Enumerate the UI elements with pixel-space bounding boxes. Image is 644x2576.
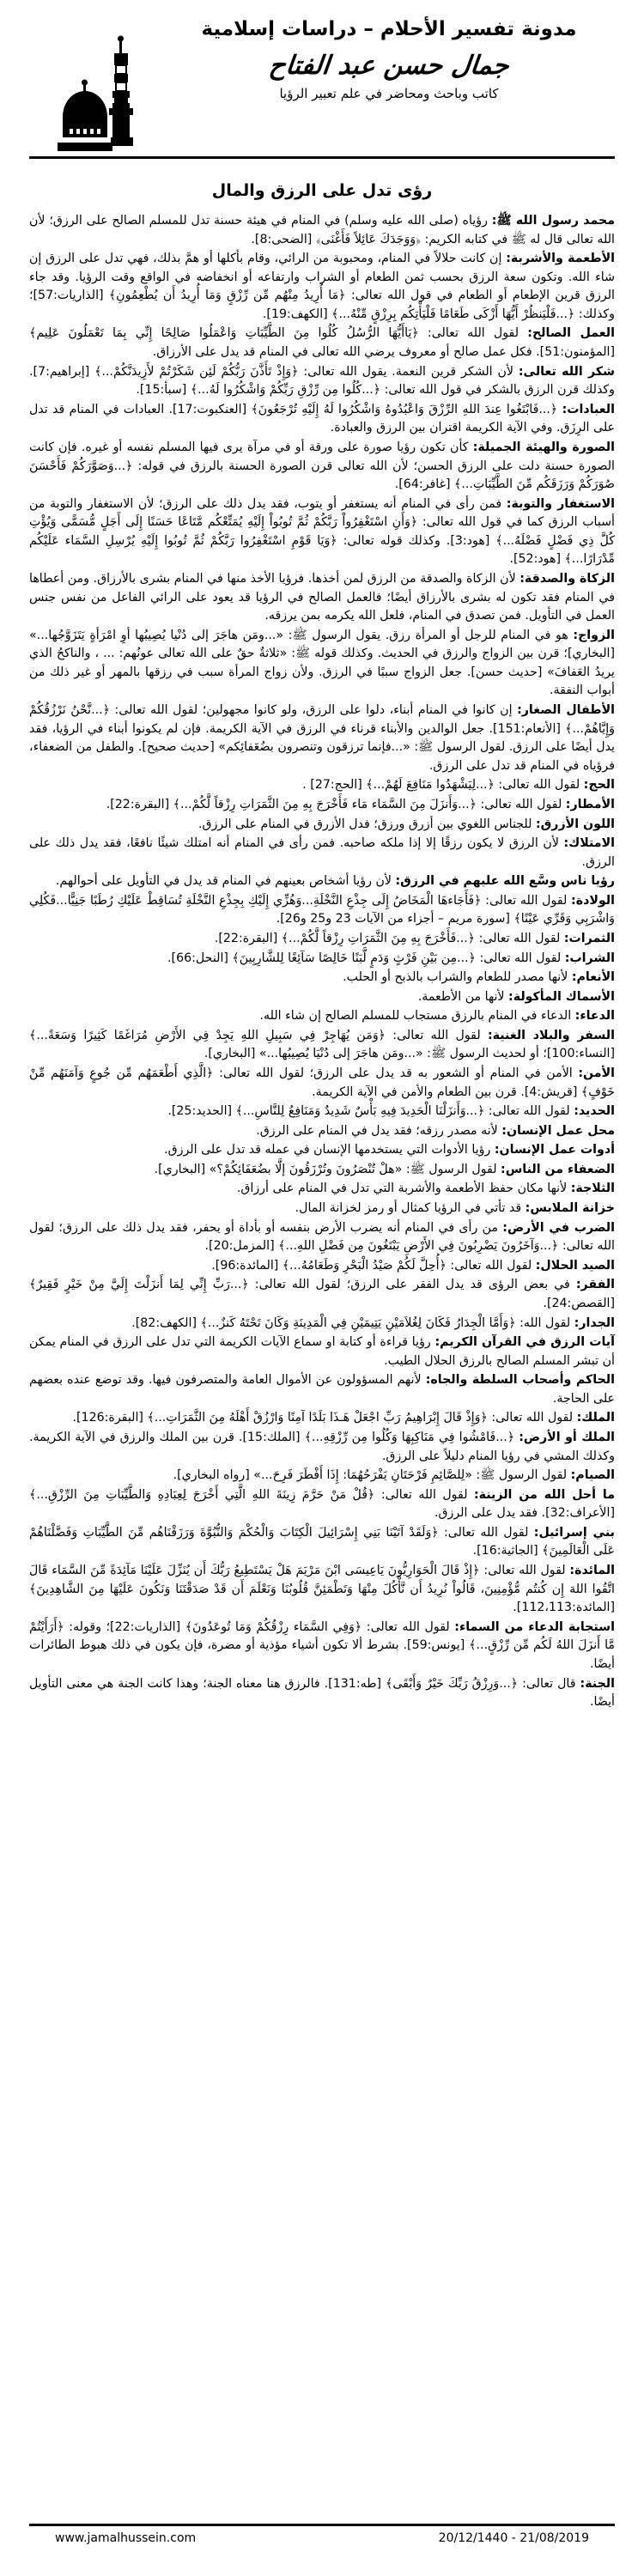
entry-text: لقول الله: ﴿وَأَمَّا الْجِدَارُ فَكَانَ لِغُلاَمَيْنِ يَتِيمَيْنِ فِي الْمَدِينَةِ وَكَانَ تَحْتَهُ كَنزٌ...﴾ [الكهف:82]. xyxy=(131,1315,574,1330)
dream-entry xyxy=(29,892,615,929)
dream-entry xyxy=(29,835,615,872)
entry-term: الزكاة والصدقة: xyxy=(519,571,615,586)
dream-entry xyxy=(29,1371,615,1408)
entry-term: الزواج: xyxy=(573,628,615,642)
entry-text: لقول الرسول ﷺ: «هلْ تُنْصَرُونَ وتُرْزَقُونَ إلَّا بضُعَفَائِكُمْ؟» [البخاري]. xyxy=(154,1162,501,1176)
dream-entry xyxy=(29,1619,615,1674)
entry-text: لقول الله تعالى: ﴿وَمَن يُهَاجِرْ فِي سَبِيلِ اللهِ يَجِدْ فِي الأَرْضِ مُرَاغَمًا كَثِيرًا وَسَعَةً...﴾ [النساء:100]؛ أو لحديث الرسول ﷺ: «...ومَن هاجَرَ إلى دُنْيَا يُصِيبُها...» [البخاري]. xyxy=(29,1028,615,1061)
dream-entry xyxy=(29,1103,615,1121)
footer-date: 20/12/1440 - 21/08/2019 xyxy=(438,2531,589,2545)
entry-text: لقول الله تعالى: ﴿وَفِي السَّمَاء رِزْقُكُمْ وَمَا تُوعَدُونَ﴾ [الذاريات:22]؛ وقوله: ﴿أَرَأَيْتُمْ مَّا أَنزَلَ اللهُ لَكُم مِّن رِّزْقٍ...﴾ [يونس:59]. بشرط ألا تكون أشياء مؤذية أو مضرة، فإن يكون في ذلك هبوط الطائرات أيضًا. xyxy=(29,1619,615,1671)
entry-term: الفقر: xyxy=(575,1278,615,1292)
entry-term: الولادة: xyxy=(571,893,615,908)
entry-term: السفر والبلاد الغنية: xyxy=(487,1028,615,1042)
entry-text: هو في المنام للرجل أو المرأة رزق. يقول الرسول ﷺ: «...ومَن هاجَرَ إلى دُنْيا يُصِيبُها أوِ امْرَأةٍ يَتَزَوَّجُها...» [البخاري]؛ قرن بين الزواج والرزق في الحديث. وكذلك قوله ﷺ: «ثلاثةٌ حقٌ على الله تعالى عونُهم: ... ، والناكحُ الذي يريدُ العَفافَ» [حديث حسن]. جعل الزواج سببًا في الرزق. ولأن زواج المرأة سبب في رزقها بالمهر أو غير ذلك من أبواب النفقة. xyxy=(29,628,615,698)
dream-entry xyxy=(29,816,615,835)
entry-term: الصورة والهيئة الجميلة: xyxy=(472,440,615,454)
entry-text: فمن رأى في المنام أنه يستغفر أو يتوب، فقد يدل ذلك على الرزق؛ لأن الاستغفار والتوبة من أسباب الرزق كما في قول الله تعالى: ﴿وَأَنِ اسْتَغْفِرُواْ رَبَّكُمْ ثُمَّ تُوبُواْ إِلَيْهِ يُمَتِّعْكُم مَّتَاعًا حَسَنًا إِلَى أَجَلٍ مُّسَمًّى وَيُؤْتِ كُلَّ ذِي فَضْلٍ فَضْلَهُ...﴾ [هود:3]. وكذلك قوله تعالى: ﴿وَيَا قَوْمِ اسْتَغْفِرُوا رَبَّكُمْ ثُمَّ تُوبُوا إِلَيْهِ يُرْسِلِ السَّمَاء عَلَيْكُم مِّدْرَارًا...﴾ [هود:52]. xyxy=(29,496,615,567)
dream-entry xyxy=(29,1180,615,1199)
entry-term: الصيام: xyxy=(570,1468,615,1483)
entry-term: الأسماك المأكولة: xyxy=(508,989,615,1004)
entry-text: قال تعالى: ﴿...وَرِزْقُ رَبِّكَ خَيْرٌ وَأَبْقَى﴾ [طه:131]. فالرزق هنا معناه الجنة؛ وهذا كانت الجنة هي معنى التأويل أيضًا. xyxy=(29,1676,615,1710)
dream-entry xyxy=(29,872,615,891)
entry-term: ما أحل الله من الزينة: xyxy=(473,1487,615,1502)
entry-text: لقول الله تعالى: ﴿وَإِذْ قَالَ إِبْرَاهِيمُ رَبِّ اجْعَلْ هَـذَا بَلَدًا آمِنًا وَارْزُقْ أَهْلَهُ مِنَ الثَّمَرَاتِ...﴾ [البقرة:126]. xyxy=(72,1411,577,1425)
entry-text: كأن تكون رؤيا صورة على ورقة أو في مرآة يرى فيها المسلم نفسه أو غيره. فإن كانت الصورة حسنة دلت على الرزق الحسن؛ لأن الله تعالى قرن الصورة الحسنة بالرزق في قوله: ﴿...وَصَوَّرَكُمْ فَأَحْسَنَ صُوَرَكُمْ وَرَزَقَكُم مِّنَ الطَّيِّبَاتِ...﴾ [غافر:64]. xyxy=(29,440,615,492)
page-footer xyxy=(29,2524,615,2545)
mosque-logo xyxy=(29,12,158,155)
entry-term: الأطفال الصغار: xyxy=(517,703,615,718)
dream-entry xyxy=(29,1027,615,1064)
dream-entry xyxy=(29,401,615,438)
entry-term: العمل الصالح: xyxy=(527,326,615,341)
entry-text: من رأى في المنام أنه يضرب الأرض بنفسه أو بأداة أو يحفر، فقد يدل ذلك على الرزق؛ لقول الله تعالى: ﴿...وَآخَرُونَ يَضْرِبُونَ فِي الأَرْضِ يَبْتَغُونَ مِن فَضْلِ اللهِ...﴾ [المزمل:20]. xyxy=(29,1220,615,1254)
dream-entry xyxy=(29,702,615,775)
entry-text: لأن الزكاة والصدقة من الرزق لمن أخذها. فرؤيا الأخذ منها في المنام بشرى بالأرزاق. ومن أعطاها في المنام فقد تكون له بشرى بالأرزاق أيضًا؛ فالعمل الصالح في الرؤيا قد يعود على الرائي الفاعل من نفس جنس العمل في التأويل. فمن تصدق في المنام، فلعل الله يكرمه بمن يرزقه. xyxy=(29,571,615,623)
dream-entry xyxy=(29,1409,615,1428)
entry-term: آيات الرزق في القرآن الكريم: xyxy=(434,1335,615,1350)
dream-entry xyxy=(29,570,615,626)
entry-term: شكر الله تعالى: xyxy=(518,364,615,379)
dream-entry xyxy=(29,212,615,249)
dream-entry xyxy=(29,1219,615,1256)
entry-term: الجنة: xyxy=(580,1676,615,1691)
entry-term: الثمرات: xyxy=(563,931,615,945)
dream-entry xyxy=(29,1315,615,1334)
author-subtitle: كاتب وباحث ومحاضر في علم تعبير الرؤيا xyxy=(279,85,499,101)
entry-text: في بعض الرؤى قد يدل الفقر على الرزق؛ لقول الله تعالى: ﴿...رَبِّ إِنِّي لِمَا أَنزَلْتَ إِلَيَّ مِنْ خَيْرٍ فَقِيرٌ﴾ [القصص:24]. xyxy=(29,1278,615,1310)
dream-entry xyxy=(29,1141,615,1160)
entry-text: لأنها مصدر للطعام والشراب بالذبح أو الحلب. xyxy=(343,970,572,985)
entry-text: لقول الله تعالى: ﴿...فَأَخْرَجَ بِهِ مِنَ الثَّمَرَاتِ رِزْقاً لَّكُمْ...﴾ [البقرة:22]. xyxy=(214,931,564,945)
entry-text: لأن الرزق لا يكون رزقًا إلا إذا ملكه صاحبه. فمن رأى في المنام أنه امتلك شيئًا نافعًا، فقد يدل ذلك على الرزق. xyxy=(29,836,615,869)
dream-entry xyxy=(29,627,615,701)
entry-term: الدعاء: xyxy=(574,1009,615,1024)
dream-entry xyxy=(29,930,615,949)
entry-text: لقول الله تعالى: ﴿وَلَقَدْ آتَيْنَا بَنِي إِسْرَائِيلَ الْكِتَابَ وَالْحُكْمَ وَالنُّبُوَّةَ وَرَزَقْنَاهُم مِّنَ الطَّيِّبَاتِ وَفَضَّلْنَاهُمْ عَلَى الْعَالَمِينَ﴾ [الجاثية:16]. xyxy=(29,1525,615,1558)
author-signature: جمال حسن عبد الفتاح xyxy=(267,50,511,81)
dream-entry xyxy=(29,1467,615,1485)
entry-term: الشراب: xyxy=(564,951,615,965)
dream-entry xyxy=(29,969,615,987)
entry-term: الثلاجة: xyxy=(570,1182,615,1196)
dream-entry xyxy=(29,250,615,324)
entry-text: لأن رؤيا أشخاص بعينهم في المنام قد يدل في التأويل على أحوالهم. xyxy=(55,874,396,889)
dream-entry xyxy=(29,1122,615,1141)
dream-entry xyxy=(29,1065,615,1102)
article-body xyxy=(29,212,615,1712)
dream-entry xyxy=(29,325,615,361)
entry-term: بني إسرائيل: xyxy=(533,1525,615,1540)
entry-text: لقول الله تعالى: ﴿...وَأَنزَلْنَا الْحَدِيدَ فِيهِ بَأْسٌ شَدِيدٌ وَمَنَافِعُ لِلنَّاسِ...﴾ [الحديد:25]. xyxy=(167,1104,574,1119)
entry-text: قد تأتي في الرؤيا كمثال أو رمز لخزانة المال. xyxy=(295,1201,526,1216)
site-masthead xyxy=(29,0,615,151)
dream-entry xyxy=(29,495,615,569)
dream-entry xyxy=(29,796,615,815)
entry-text: للجناس اللغوي بين أزرق ورزق؛ فدل الأزرق في المنام على الرزق. xyxy=(198,817,536,831)
entry-term: اللون الأزرق: xyxy=(535,817,615,831)
entry-term: الملك: xyxy=(576,1411,615,1425)
entry-term: الجدار: xyxy=(574,1315,615,1330)
dream-entry xyxy=(29,1524,615,1561)
entry-text: ﴿...فَامْشُوا فِي مَنَاكِبِهَا وَكُلُوا مِن رِّزْقِهِ...﴾ [الملك:15]. قرن بين الملك والرزق في الآية الكريمة. وكذلك المشي في رؤيا المنام دليلاً على الرزق. xyxy=(29,1431,615,1463)
dream-entry xyxy=(29,1429,615,1466)
entry-term: الضعفاء من الناس: xyxy=(501,1162,615,1176)
dream-entry xyxy=(29,1562,615,1618)
dream-entry xyxy=(29,1007,615,1026)
entry-text: لأنها مكان حفظ الأطعمة والأشربة التي تدل في المنام على أرزاق. xyxy=(236,1182,571,1196)
dream-entry xyxy=(29,439,615,495)
entry-text: لقول الله تعالى: ﴿يَاأَيُّهَا الرُّسُلُ كُلُوا مِنَ الطَّيِّبَاتِ وَاعْمَلُوا صَالِحًا إِنِّي بِمَا تَعْمَلُونَ عَلِيم﴾ [المؤمنون:51]. فكل عمل صالح أو معروف يرضي الله تعالى في المنام قد يدل على الأرزاق. xyxy=(29,326,615,360)
dream-entry xyxy=(29,1161,615,1180)
entry-text: إن كانت حلالاً في المنام، ومحبوبة من الرائي، وقام بأكلها أو همَّ بذلك، فهي تدل على الرزق إن شاء الله. وتكون سعة الرزق بحسب ثمن الطعام أو الشراب وارتفاعه أو انخفاضه في الواقع وقت الرؤيا. وقد جاء الرزق قرين الإطعام أو الطعام في قول الله تعالى: ﴿مَا أُرِيدُ مِنْهُم مِّن رِّزْقٍ وَمَا أُرِيدُ أَن يُطْعِمُونِ﴾ [الذاريات:57]؛ وكذلك: ﴿...فَلْيَنظُرْ أَيُّهَا أَزْكَى طَعَامًا فَلْيَأْتِكُم بِرِزْقٍ مِّنْهُ...﴾ [الكهف:19]. xyxy=(29,252,615,321)
entry-text: لقول الله تعالى: ﴿...لِيَشْهَدُوا مَنَافِعَ لَهُمْ...﴾ [الحج:27] . xyxy=(302,778,584,793)
entry-text: لأن الشكر قرين النعمة. يقول الله تعالى: ﴿وَإِذْ تَأَذَّنَ رَبُّكُمْ لَئِن شَكَرْتُمْ لأَزِيدَنَّكُمْ...﴾ [إبراهيم:7]. وكذلك قرن الرزق بالشكر في قول الله تعالى: ﴿...كُلُوا مِن رِّزْقِ رَبِّكُمْ وَاشْكُرُوا لَهُ...﴾ [سبأ:15]. xyxy=(29,364,615,398)
entry-term: محل عمل الإنسان: xyxy=(501,1123,615,1138)
dream-entry xyxy=(29,1675,615,1712)
entry-term: خزانة الملابس: xyxy=(525,1201,615,1216)
dream-entry xyxy=(29,1200,615,1218)
footer-website[interactable]: www.jamalhussein.com xyxy=(55,2531,197,2545)
dream-entry xyxy=(29,363,615,400)
entry-term: الحج: xyxy=(583,778,615,793)
entry-text: لقول الله تعالى: ﴿...وَأَنزَلَ مِنَ السَّمَاء مَاء فَأَخْرَجَ بِهِ مِنَ الثَّمَرَاتِ رِزْقاً لَّكُمْ...﴾ [البقرة:22]. xyxy=(106,797,566,811)
dream-entry xyxy=(29,776,615,795)
entry-term: المائدة: xyxy=(569,1564,615,1578)
entry-text: لأنه مصدر رزقه؛ فقد يدل في المنام على الرزق. xyxy=(256,1123,502,1138)
entry-text: رؤيا قراءة أو كتابة او سماع الآيات الكريمة التي تدل على الرزق في المنام يمكن أن تبشر المسلم الصالح بالرزق الحلال الطيب. xyxy=(29,1335,615,1368)
dream-entry xyxy=(29,1257,615,1276)
entry-text: لقول الله تعالى: ﴿أُحِلَّ لَكُمْ صَيْدُ الْبَحْرِ وَطَعَامُهُ...﴾ [المائدة:96]. xyxy=(211,1258,536,1273)
entry-text: رؤياه (صلى الله عليه وسلم) في المنام في هيئة حسنة تدل للمسلم الصالح على الرزق؛ لأن الله تعالى قال له ﷺ في كتابه الكريم: ﴿وَوَجَدَكَ عَائِلاً فَأَغْنَى﴾ [الضحى:8]. xyxy=(29,214,615,246)
blog-title: مدونة تفسير الأحلام – دراسات إسلامية xyxy=(201,18,577,40)
entry-term: محمد رسول الله ﷺ: xyxy=(491,214,615,228)
dream-entry xyxy=(29,988,615,1007)
dream-entry xyxy=(29,1486,615,1523)
entry-text: لقول الله تعالى: ﴿إِذْ قَالَ الْحَوَارِيُّونَ يَاعِيسَى ابْنَ مَرْيَمَ هَلْ يَسْتَطِيعُ رَبُّكَ أَن يُنَزِّلَ عَلَيْنَا مَآئِدَةً مِّنَ السَّمَاء قَالَ اتَّقُوا اللهَ إِن كُنتُم مُّؤْمِنِينَ، قَالُواْ نُرِيدُ أَن نَّأْكُلَ مِنْهَا وَتَطْمَئِنَّ قُلُوبُنَا وَنَعْلَمَ أَن قَدْ صَدَقْتَنَا وَنَكُونَ عَلَيْهَا مِنَ الشَّاهِدِينَ﴾ [المائدة:112،113]. xyxy=(29,1564,615,1615)
entry-text: ﴿...فَابْتَغُوا عِندَ اللهِ الرِّزْقَ وَاعْبُدُوهُ وَاشْكُرُوا لَهُ إِلَيْهِ تُرْجَعُونَ﴾ [العنكبوت:17]. العبادات في المنام قد تدل على الرِزَق. وفي الآية الكريمة اقتران بين الرزق والعبادة. xyxy=(29,402,615,435)
dream-entry xyxy=(29,950,615,969)
entry-term: الأمطار: xyxy=(565,797,615,811)
entry-term: الأطعمة والأشربة: xyxy=(506,252,615,266)
entry-term: الحاكم وأصحاب السلطة والجاه: xyxy=(425,1373,615,1388)
entry-term: الملك أو الأرض: xyxy=(519,1431,616,1444)
entry-term: رؤيا ناس وسَّع الله عليهم في الرزق: xyxy=(395,874,615,889)
entry-text: لقول الرسول ﷺ: «لِلصَّائِمِ فَرْحَتَانِ يَفْرَحُهُمَا: إِذَا أَفْطَرَ فَرِحَ...» [رواه البخاري]. xyxy=(173,1468,571,1483)
entry-text: الأمن في المنام أو الشعور به قد يدل على الرزق؛ لقول الله تعالى: ﴿الَّذِي أَطْعَمَهُم مِّن جُوعٍ وَآمَنَهُم مِّنْ خَوْفٍ﴾ [قريش:4]. قرن بين الطعام والأمن في الآية الكريمة. xyxy=(29,1066,615,1099)
entry-text: إن كانوا في المنام أبناء، دلوا على الرزق، ولو كانوا مجهولين؛ لقول الله تعالى: ﴿...نَّحْنُ نَرْزُقُكُمْ وَإِيَّاهُمْ...﴾ [الأنعام:151]. جعل الوالدين والأبناء قرناء في الرزق في الآية الكريمة. فإن لم يكونوا أبناء في الرؤيا، فقد يدل أيضًا على الرزق. لقول الرسول ﷺ: «...فإنما ترزقون وتنصرون بضُعَفائِكم» [حديث صحيح]. والطفل من الضعفاء، فرؤياه في المنام قد تدل على الرزق. xyxy=(29,703,615,773)
entry-term: أدوات عمل الإنسان: xyxy=(494,1143,615,1157)
entry-term: الحديد: xyxy=(574,1104,615,1119)
header-divider xyxy=(29,156,615,159)
entry-term: الصيد الحلال: xyxy=(535,1258,615,1273)
entry-term: الضرب في الأرض: xyxy=(502,1220,616,1235)
masthead-text xyxy=(158,12,615,101)
mosque-icon xyxy=(52,34,135,155)
entry-text: الدعاء في المنام بالرزق مستجاب للمسلم الصالح إن شاء الله. xyxy=(259,1009,575,1024)
entry-term: استجابة الدعاء من السماء: xyxy=(454,1619,615,1634)
page-title: رؤى تدل على الرزق والمال xyxy=(211,181,433,200)
entry-text: لقول الله تعالى: ﴿قُلْ مَنْ حَرَّمَ زِينَةَ اللهِ الَّتِي أَخْرَجَ لِعِبَادِهِ وَالطَّيِّبَاتِ مِنَ الرِّزْقِ...﴾ [الأعراف:32]. فقد يدل على الرزق. xyxy=(29,1487,615,1521)
entry-text: لأنهم المسؤولون عن الأموال العامة والمتصرفون فيها. وقد توضع عنده بعضهم على الحاجة. xyxy=(29,1373,615,1406)
entry-term: الأنعام: xyxy=(571,970,615,985)
entry-text: لقول الله تعالى: ﴿...مِن بَيْنِ فَرْثٍ وَدَمٍ لَّبَنًا خَالِصًا سَآئِغًا لِلشَّارِبِينَ﴾ [النحل:66]. xyxy=(167,951,565,965)
dream-entry xyxy=(29,1276,615,1313)
entry-text: لقول الله تعالى: ﴿فَأَجَاءهَا الْمَخَاضُ إِلَى جِذْعِ النَّخْلَةِ...وَهُزِّي إِلَيْكِ بِجِذْعِ النَّخْلَةِ تُسَاقِطْ عَلَيْكِ رُطَبًا جَنِيًّا...فَكُلِي وَاشْرَبِي وَقَرِّي عَيْنًا﴾ [سورة مريم – أجزاء من الآيات 23 و25 و26]. xyxy=(29,893,615,927)
entry-text: لأنها من الأطعمة. xyxy=(417,989,509,1004)
entry-term: الأمن: xyxy=(578,1066,615,1081)
entry-text: رؤيا الأدوات التي يستخدمها الإنسان في عمله قد تدل على الرزق. xyxy=(164,1143,495,1157)
entry-term: الامتلاك: xyxy=(563,836,615,851)
entry-term: العبادات: xyxy=(562,402,615,416)
dream-entry xyxy=(29,1334,615,1370)
entry-term: الاستغفار والتوبة: xyxy=(506,496,616,511)
